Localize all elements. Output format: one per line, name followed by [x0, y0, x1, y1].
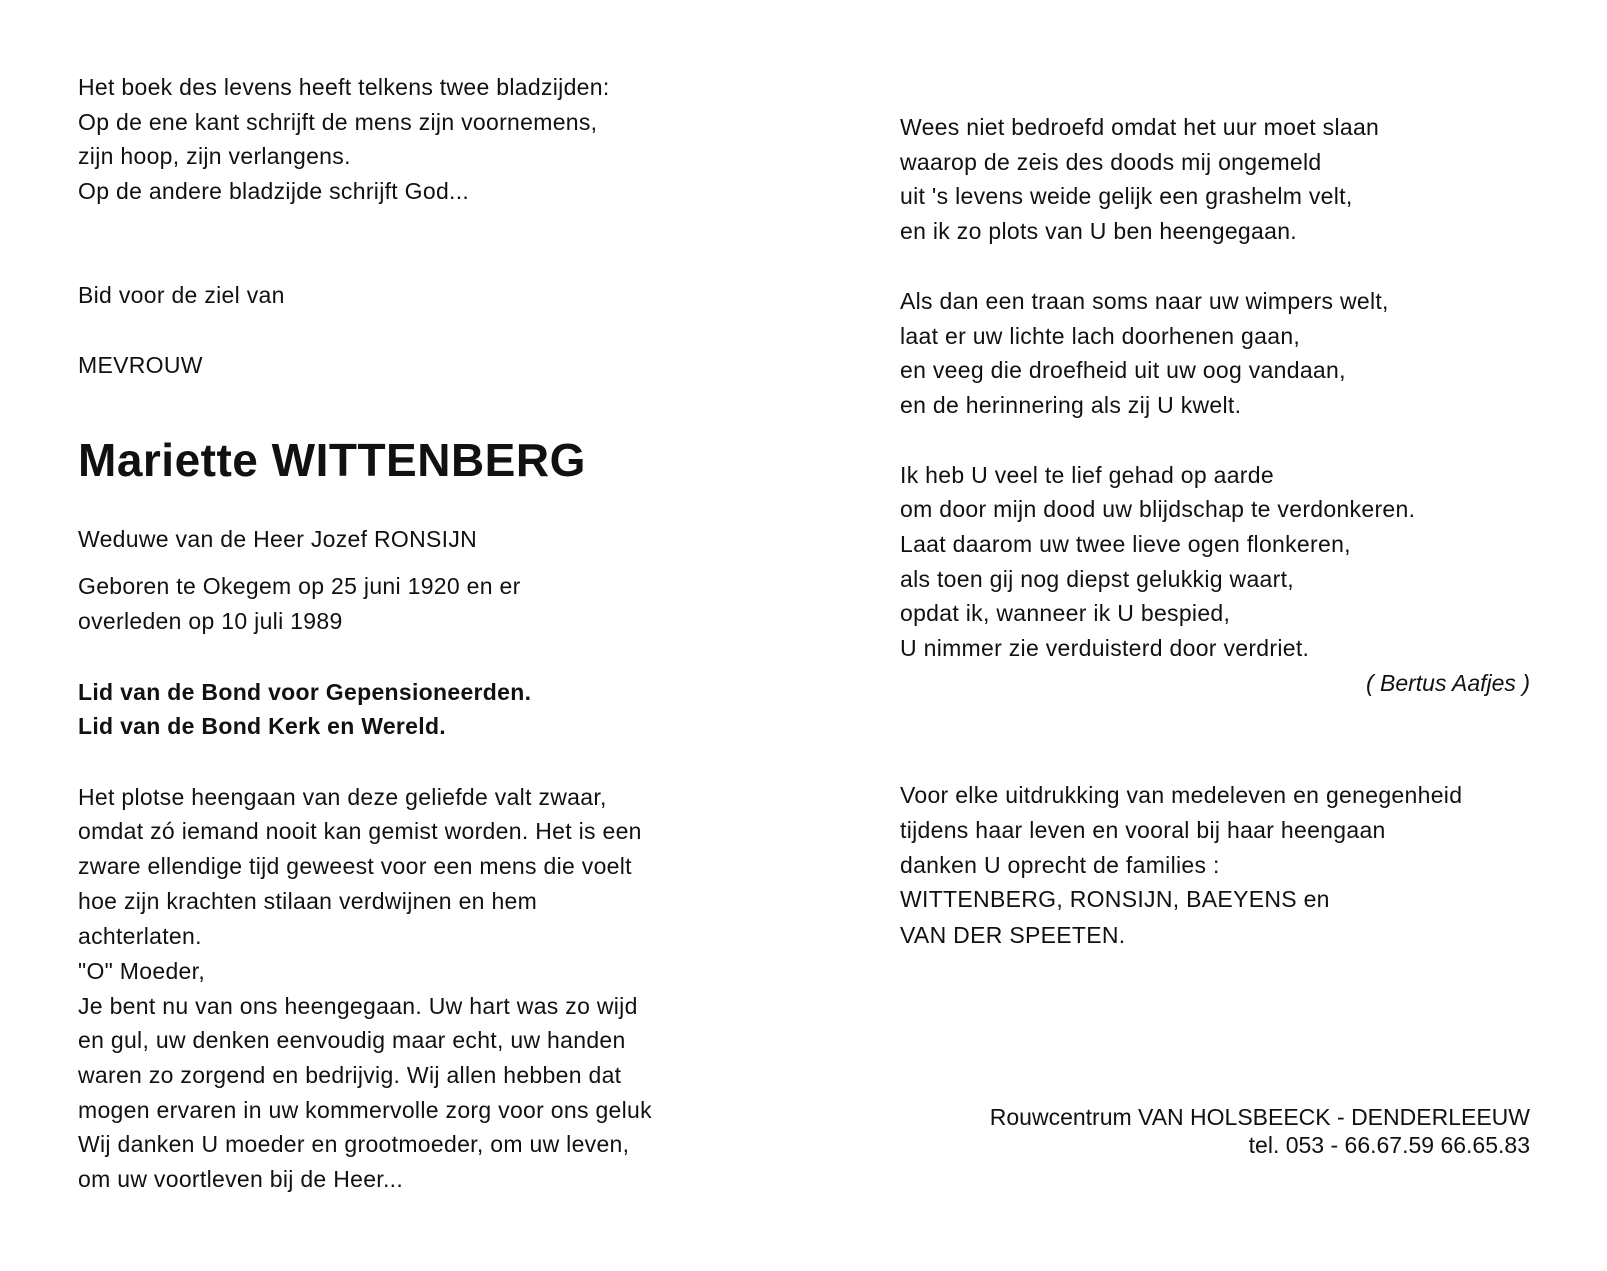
- birth-line: Geboren te Okegem op 25 juni 1920 en er: [78, 573, 521, 599]
- honorific: MEVROUW: [78, 352, 203, 378]
- widow-text: Weduwe van de Heer Jozef RONSIJN: [78, 526, 478, 552]
- intro-line: Op de andere bladzijde schrijft God...: [78, 178, 470, 204]
- poem-line: Als dan een traan soms naar uw wimpers welt,: [900, 288, 1389, 314]
- intro-line: Het boek des levens heeft telkens twee bladzijden:: [78, 74, 610, 100]
- tribute-line: Wij danken U moeder en grootmoeder, om uw leven,: [78, 1131, 630, 1157]
- tribute-line: Het plotse heengaan van deze geliefde valt zwaar,: [78, 784, 607, 810]
- thanks-line: Voor elke uitdrukking van medeleven en genegenheid: [900, 782, 1463, 808]
- membership-line: Lid van de Bond voor Gepensioneerden.: [78, 679, 532, 705]
- poem-line: om door mijn dood uw blijdschap te verdonkeren.: [900, 496, 1416, 522]
- poem-line: Wees niet bedroefd omdat het uur moet slaan: [900, 114, 1380, 140]
- tribute-line: zware ellendige tijd geweest voor een mens die voelt: [78, 853, 632, 879]
- membership-line: Lid van de Bond Kerk en Wereld.: [78, 713, 447, 739]
- tribute-line: omdat zó iemand nooit kan gemist worden. Het is een: [78, 818, 642, 844]
- thanks-line: tijdens haar leven en vooral bij haar heengaan: [900, 817, 1386, 843]
- deceased-name: Mariette WITTENBERG: [78, 434, 586, 486]
- poem-line: en veeg die droefheid uit uw oog vandaan,: [900, 357, 1346, 383]
- tribute-line: mogen ervaren in uw kommervolle zorg voor ons geluk: [78, 1097, 652, 1123]
- poem-line: als toen gij nog diepst gelukkig waart,: [900, 566, 1294, 592]
- tribute-line: hoe zijn krachten stilaan verdwijnen en hem: [78, 888, 538, 914]
- tribute-line: om uw voortleven bij de Heer...: [78, 1166, 404, 1192]
- phone-numbers: tel. 053 - 66.67.59 66.65.83: [1248, 1132, 1530, 1158]
- poem-line: en de herinnering als zij U kwelt.: [900, 392, 1242, 418]
- tribute-line: achterlaten.: [78, 923, 202, 949]
- tribute-line: waren zo zorgend en bedrijvig. Wij allen hebben dat: [78, 1062, 622, 1088]
- thanks-line: VAN DER SPEETEN.: [900, 922, 1126, 948]
- poem-line: en ik zo plots van U ben heengegaan.: [900, 218, 1297, 244]
- poem-line: uit 's levens weide gelijk een grashelm velt,: [900, 183, 1353, 209]
- poem-line: U nimmer zie verduisterd door verdriet.: [900, 635, 1310, 661]
- thanks-line: danken U oprecht de families :: [900, 852, 1220, 878]
- poem-line: Ik heb U veel te lief gehad op aarde: [900, 462, 1274, 488]
- poem-line: opdat ik, wanneer ik U bespied,: [900, 600, 1231, 626]
- tribute-line: Je bent nu van ons heengegaan. Uw hart was zo wijd: [78, 993, 638, 1019]
- funeral-home: Rouwcentrum VAN HOLSBEECK - DENDERLEEUW: [989, 1104, 1530, 1130]
- intro-line: zijn hoop, zijn verlangens.: [78, 143, 351, 169]
- poem-line: waarop de zeis des doods mij ongemeld: [900, 149, 1322, 175]
- poem-line: laat er uw lichte lach doorhenen gaan,: [900, 323, 1301, 349]
- tribute-line: "O" Moeder,: [78, 958, 206, 984]
- poem-line: Laat daarom uw twee lieve ogen flonkeren,: [900, 531, 1351, 557]
- intro-line: Op de ene kant schrijft de mens zijn voornemens,: [78, 109, 598, 135]
- poem-author: ( Bertus Aafjes ): [1365, 670, 1530, 696]
- birth-line: overleden op 10 juli 1989: [78, 608, 343, 634]
- tribute-line: en gul, uw denken eenvoudig maar echt, uw handen: [78, 1027, 626, 1053]
- prayer-text: Bid voor de ziel van: [78, 282, 285, 308]
- thanks-line: WITTENBERG, RONSIJN, BAEYENS en: [900, 886, 1330, 912]
